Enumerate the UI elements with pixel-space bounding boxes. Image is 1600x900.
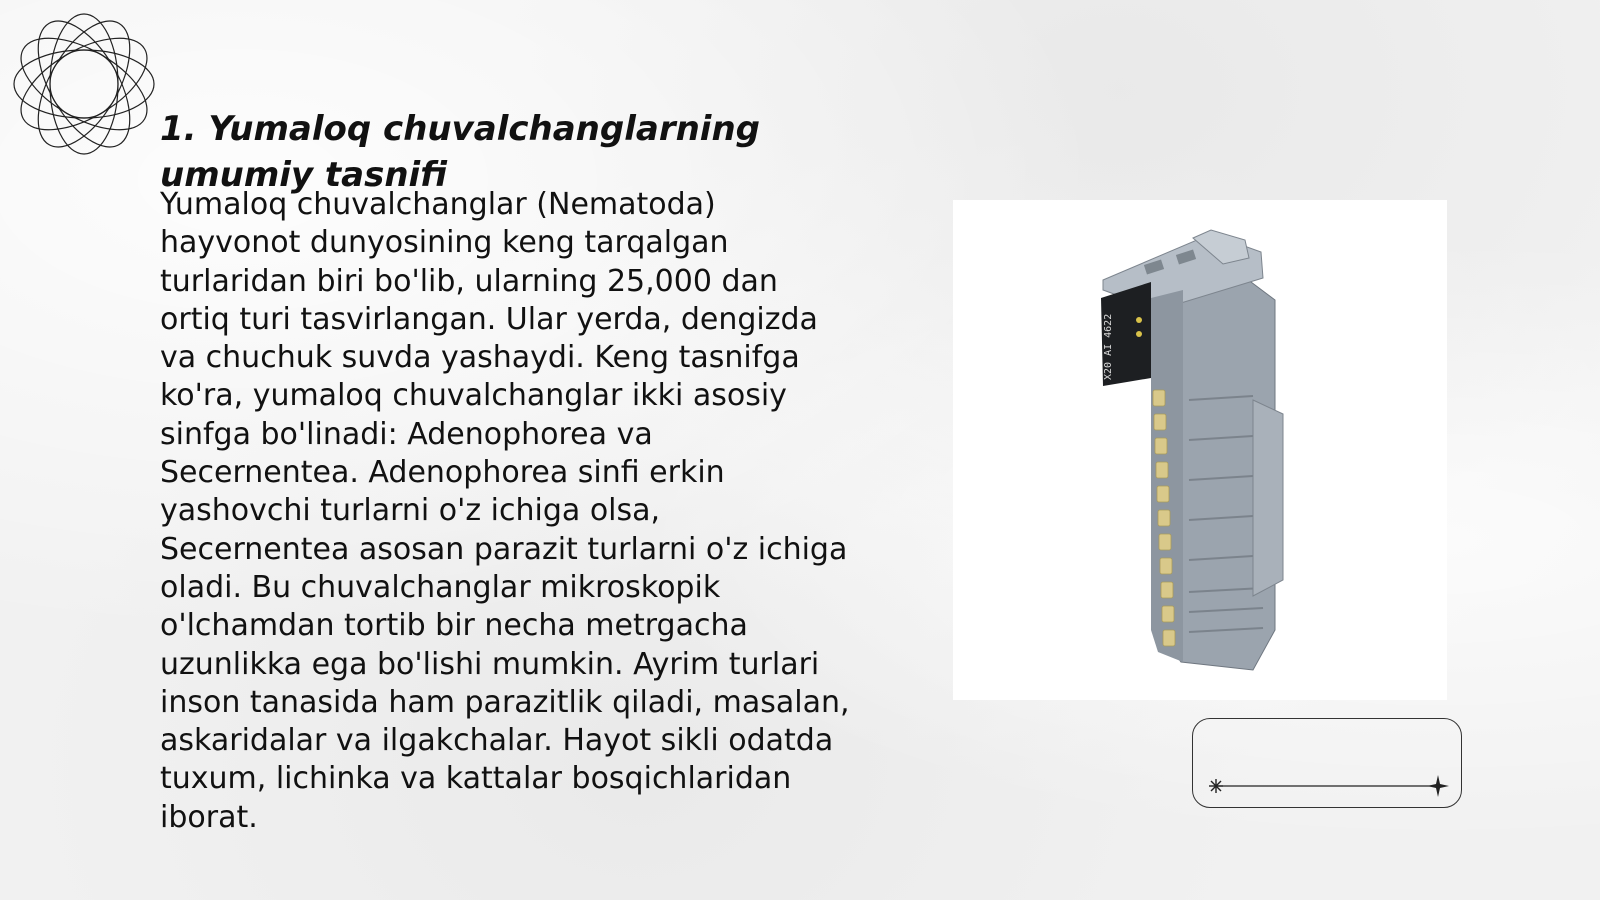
illustration-frame (953, 200, 1447, 700)
io-module-illustration (953, 200, 1447, 700)
slide-body-text: Yumaloq chuvalchanglar (Nematoda) hayvonot dunyosining keng tarqalgan turlaridan biri bo'lib, ularning 25,000 dan ortiq turi tasvirlangan. Ular yerda, dengizda va chuchuk suvda yashaydi. Keng tasnifga ko'ra, yumaloq chuvalchanglar ikki asosiy sinfga bo'linadi: Adenophorea va Secernentea. Adenophorea sinfi erkin yashovchi turlarni o'z ichiga olsa, Secernentea asosan parazit turlarni o'z ichiga oladi. Bu chuvalchanglar mikroskopik o'lchamdan tortib bir necha metrgacha uzunlikka ega bo'lishi mumkin. Ayrim turlari inson tanasida ham parazitlik qiladi, masalan, askaridalar va ilgakchalar. Hayot sikli odatda tuxum, lichinka va kattalar bosqichlaridan iborat. (160, 187, 850, 835)
slide-title: 1. Yumaloq chuvalchanglarning umumiy tasnifi (160, 109, 760, 195)
decorative-timeline-line (1192, 770, 1462, 800)
circular-rings-ornament-icon (10, 10, 158, 158)
module-label: X20 AI 4622 (1103, 313, 1114, 380)
sparkle-icon (1209, 779, 1223, 793)
four-point-star-icon (1427, 775, 1449, 797)
